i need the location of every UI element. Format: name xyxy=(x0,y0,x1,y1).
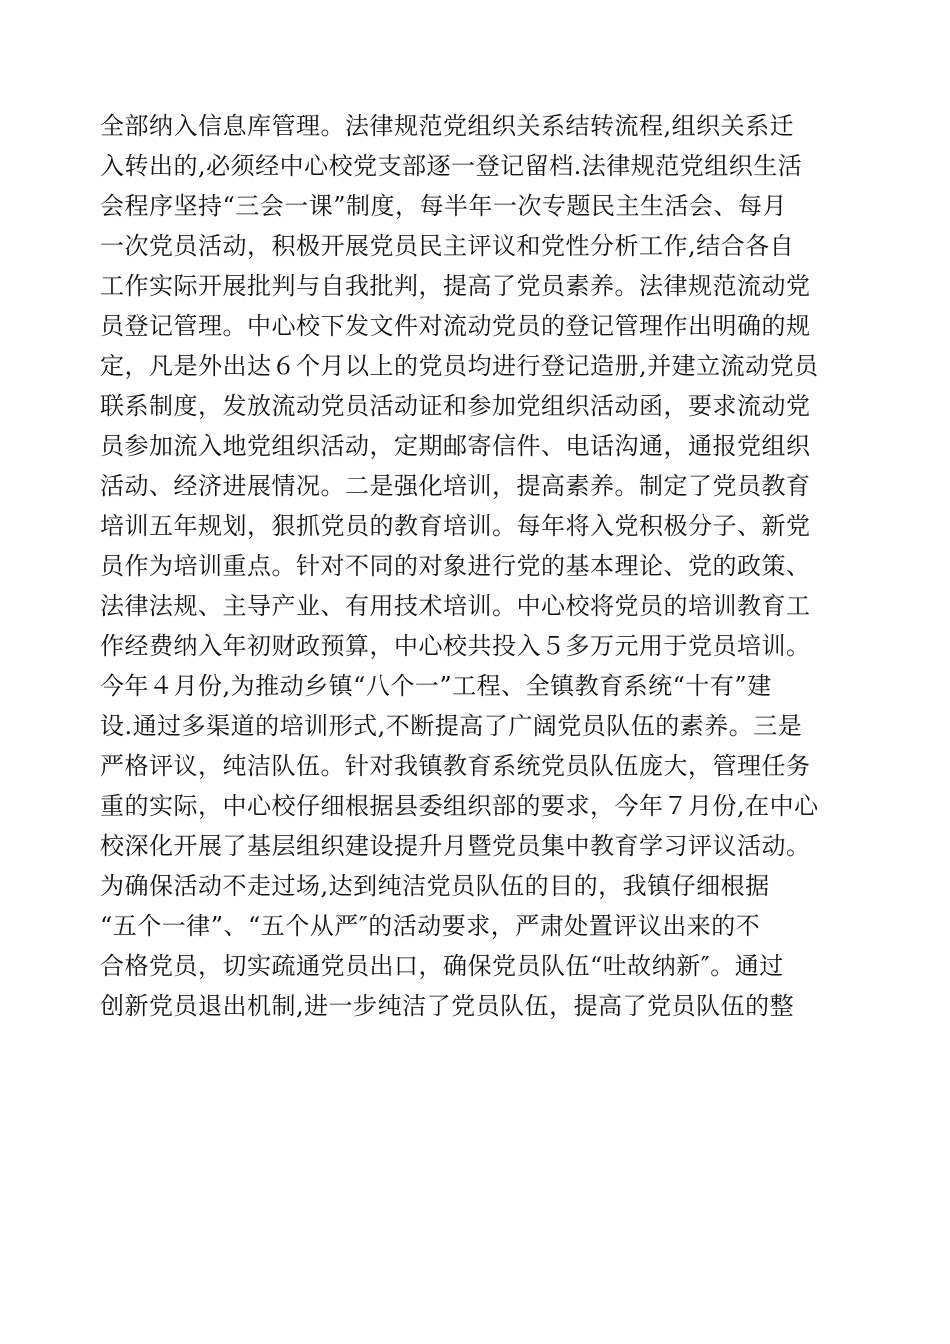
text-line-13: 法律法规、主导产业、有用技术培训。中心校将党员的培训教育工 xyxy=(100,592,811,620)
text-line-7: 定，凡是外出达６个月以上的党员均进行登记造册,并建立流动党员 xyxy=(100,352,819,380)
text-line-23: 创新党员退出机制,进一步纯洁了党员队伍，提高了党员队伍的整 xyxy=(100,992,795,1020)
text-line-20: 为确保活动不走过场,达到纯洁党员队伍的目的，我镇仔细根据 xyxy=(100,872,770,900)
text-line-16: 设.通过多渠道的培训形式,不断提高了广阔党员队伍的素养。三是 xyxy=(100,712,803,740)
text-line-15: 今年４月份,为推动乡镇“八个一”工程、全镇教育系统“十有”建 xyxy=(100,672,772,700)
text-line-17: 严格评议，纯洁队伍。针对我镇教育系统党员队伍庞大，管理任务 xyxy=(100,752,811,780)
text-line-3: 会程序坚持“三会一课”制度，每半年一次专题民主生活会、每月 xyxy=(100,192,788,220)
text-line-4: 一次党员活动，积极开展党员民主评议和党性分析工作,结合各自 xyxy=(100,232,795,260)
text-line-18: 重的实际，中心校仔细根据县委组织部的要求，今年７月份,在中心 xyxy=(100,792,819,820)
text-line-5: 工作实际开展批判与自我批判，提高了党员素养。法律规范流动党 xyxy=(100,272,811,300)
text-line-10: 活动、经济进展情况。二是强化培训，提高素养。制定了党员教育 xyxy=(100,472,811,500)
text-line-6: 员登记管理。中心校下发文件对流动党员的登记管理作出明确的规 xyxy=(100,312,811,340)
text-line-1: 全部纳入信息库管理。法律规范党组织关系结转流程,组织关系迁 xyxy=(100,112,795,140)
text-line-21: “五个一律”、“五个从严″的活动要求，严肃处置评议出来的不 xyxy=(100,912,761,940)
body-text xyxy=(100,106,860,1026)
text-line-22: 合格党员，切实疏通党员出口，确保党员队伍“吐故纳新″。通过 xyxy=(100,952,784,980)
text-line-19: 校深化开展了基层组织建设提升月暨党员集中教育学习评议活动。 xyxy=(100,832,811,860)
text-line-14: 作经费纳入年初财政预算，中心校共投入５多万元用于党员培训。 xyxy=(100,632,811,660)
text-line-2: 入转出的,必须经中心校党支部逐一登记留档.法律规范党组织生活 xyxy=(100,152,803,180)
text-line-12: 员作为培训重点。针对不同的对象进行党的基本理论、党的政策、 xyxy=(100,552,811,580)
text-line-9: 员参加流入地党组织活动，定期邮寄信件、电话沟通，通报党组织 xyxy=(100,432,811,460)
text-line-11: 培训五年规划，狠抓党员的教育培训。每年将入党积极分子、新党 xyxy=(100,512,811,540)
text-line-8: 联系制度，发放流动党员活动证和参加党组织活动函，要求流动党 xyxy=(100,392,811,420)
